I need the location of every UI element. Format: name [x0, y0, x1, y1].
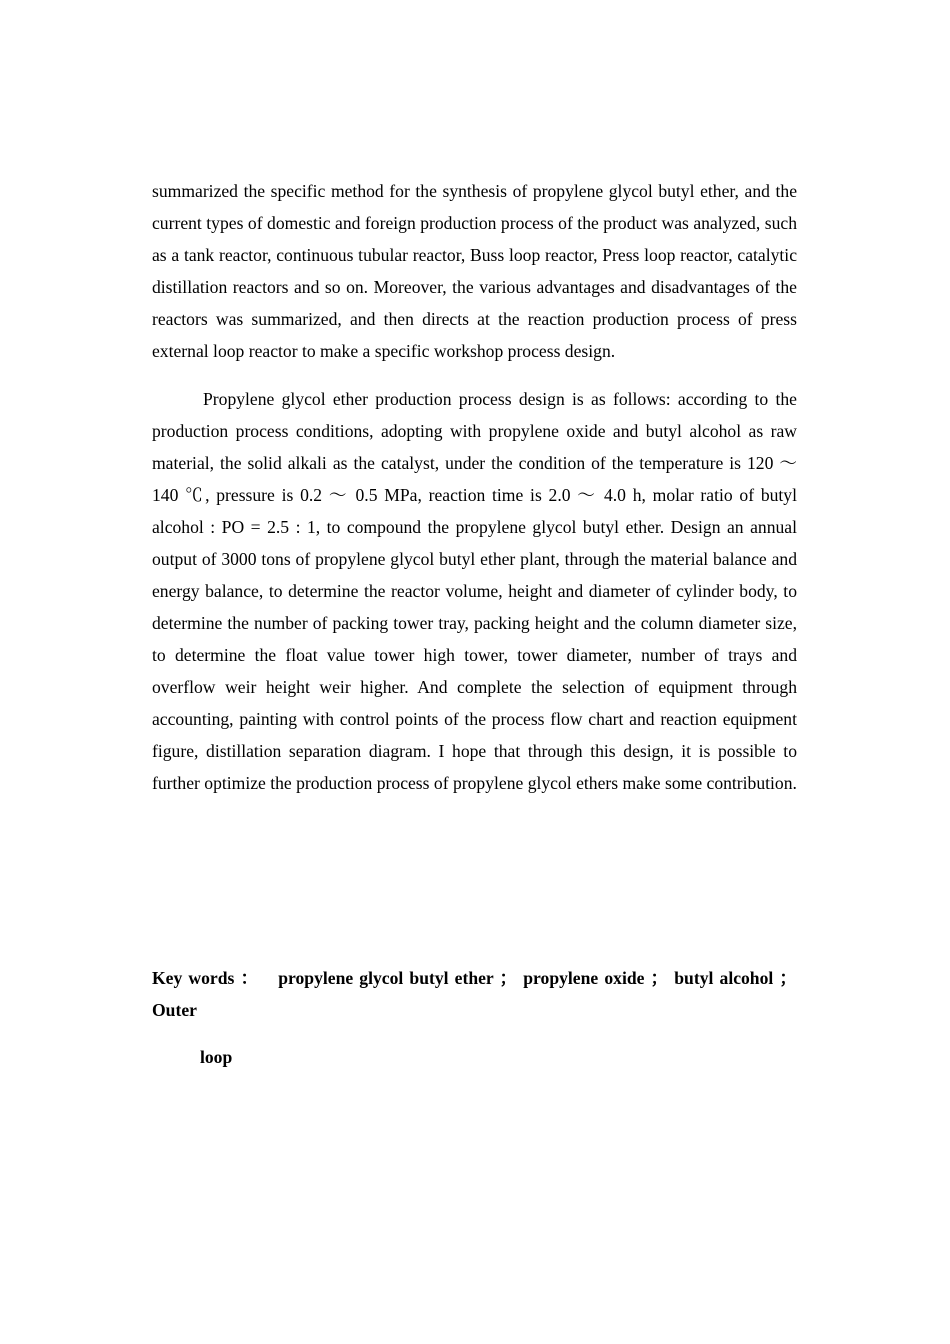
abstract-body: [152, 175, 797, 799]
abstract-paragraph-1: summarized the specific method for the synthesis of propylene glycol butyl ether, and the current types of domestic and foreign production process of the product was analyzed, such as a tank reactor, continuous tubular reactor, Buss loop reactor, Press loop reactor, catalytic distillation reactors and so on. Moreover, the various advantages and disadvantages of the reactors was summarized, and then directs at the reaction production process of press external loop reactor to make a specific workshop process design.: [152, 181, 797, 361]
keywords-tail: loop: [200, 1047, 233, 1067]
keywords-line: [152, 962, 797, 1026]
abstract-paragraph-2: Propylene glycol ether production process design is as follows: according to the production process conditions, adopting with propylene oxide and butyl alcohol as raw material, the solid alkali as the catalyst, under the condition of the temperature is 120 ～ 140 ℃, pressure is 0.2 ～ 0.5 MPa, reaction time is 2.0 ～ 4.0 h, molar ratio of butyl alcohol : PO = 2.5 : 1, to compound the propylene glycol butyl ether. Design an annual output of 3000 tons of propylene glycol butyl ether plant, through the material balance and energy balance, to determine the reactor volume, height and diameter of cylinder body, to determine the number of packing tower tray, packing height and the column diameter size, to determine the float value tower high tower, tower diameter, number of trays and overflow weir height weir higher. And complete the selection of equipment through accounting, painting with control points of the process flow chart and reaction equipment figure, distillation separation diagram. I hope that through this design, it is possible to further optimize the production process of propylene glycol ethers make some contribution.: [152, 389, 797, 793]
keywords-label: Key words ：: [152, 968, 260, 988]
keywords-list: propylene glycol butyl ether ； propylene oxide ； butyl alcohol ； Outer: [152, 968, 798, 1020]
